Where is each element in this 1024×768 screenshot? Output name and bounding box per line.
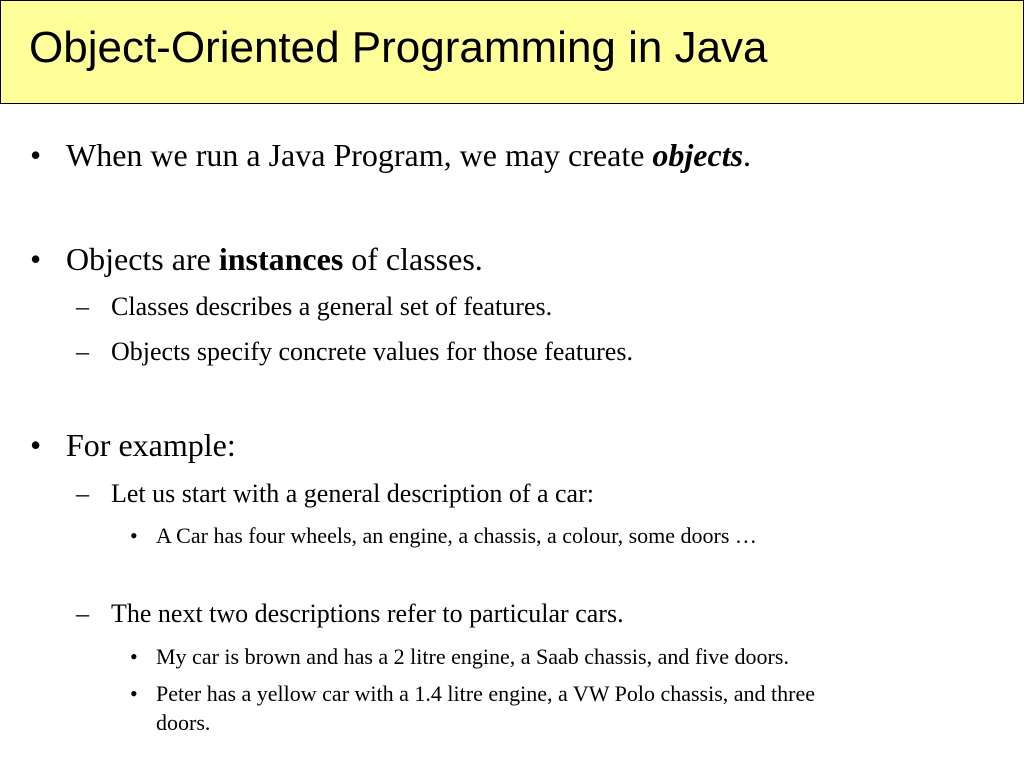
- sub-bullet-objects: Objects specify concrete values for those features.: [111, 337, 633, 366]
- dash-glyph: –: [76, 479, 89, 508]
- sub-sub-bullet-peter-car-line2: doors.: [156, 710, 211, 735]
- dash-glyph: –: [76, 599, 89, 628]
- keyword-instances: instances: [218, 241, 344, 277]
- sub-bullet-classes: Classes describes a general set of features.: [111, 292, 553, 321]
- bullet-glyph: •: [30, 427, 42, 463]
- sub-sub-bullet-peter-car-line1: Peter has a yellow car with a 1.4 litre engine, a VW Polo chassis, and three: [156, 681, 816, 706]
- bullet-glyph: •: [130, 644, 138, 669]
- sub-sub-bullet-my-car: My car is brown and has a 2 litre engine, a Saab chassis, and five doors.: [156, 644, 789, 669]
- sub-bullet-particular-cars: The next two descriptions refer to particular cars.: [111, 599, 624, 628]
- bullet-glyph: •: [30, 241, 42, 277]
- sub-sub-bullet-car-features: A Car has four wheels, an engine, a chassis, a colour, some doors …: [156, 523, 757, 548]
- title-banner: [0, 0, 1024, 104]
- keyword-objects: objects: [652, 137, 744, 173]
- sub-bullet-general-description: Let us start with a general description of a car:: [111, 479, 594, 508]
- slide-title: Object-Oriented Programming in Java: [29, 23, 768, 72]
- dash-glyph: –: [76, 337, 89, 366]
- text-segment: of classes.: [343, 241, 483, 277]
- bullet-glyph: •: [30, 137, 42, 173]
- bullet-glyph: •: [130, 681, 138, 706]
- text-segment: .: [743, 137, 752, 173]
- text-segment: Objects are: [66, 241, 219, 277]
- dash-glyph: –: [76, 292, 89, 321]
- bullet-glyph: •: [130, 523, 138, 548]
- bullet-text-objects: [66, 137, 751, 174]
- bullet-text-instances: [66, 241, 483, 278]
- bullet-text-example: For example:: [66, 427, 236, 463]
- text-segment: When we run a Java Program, we may create: [66, 137, 653, 173]
